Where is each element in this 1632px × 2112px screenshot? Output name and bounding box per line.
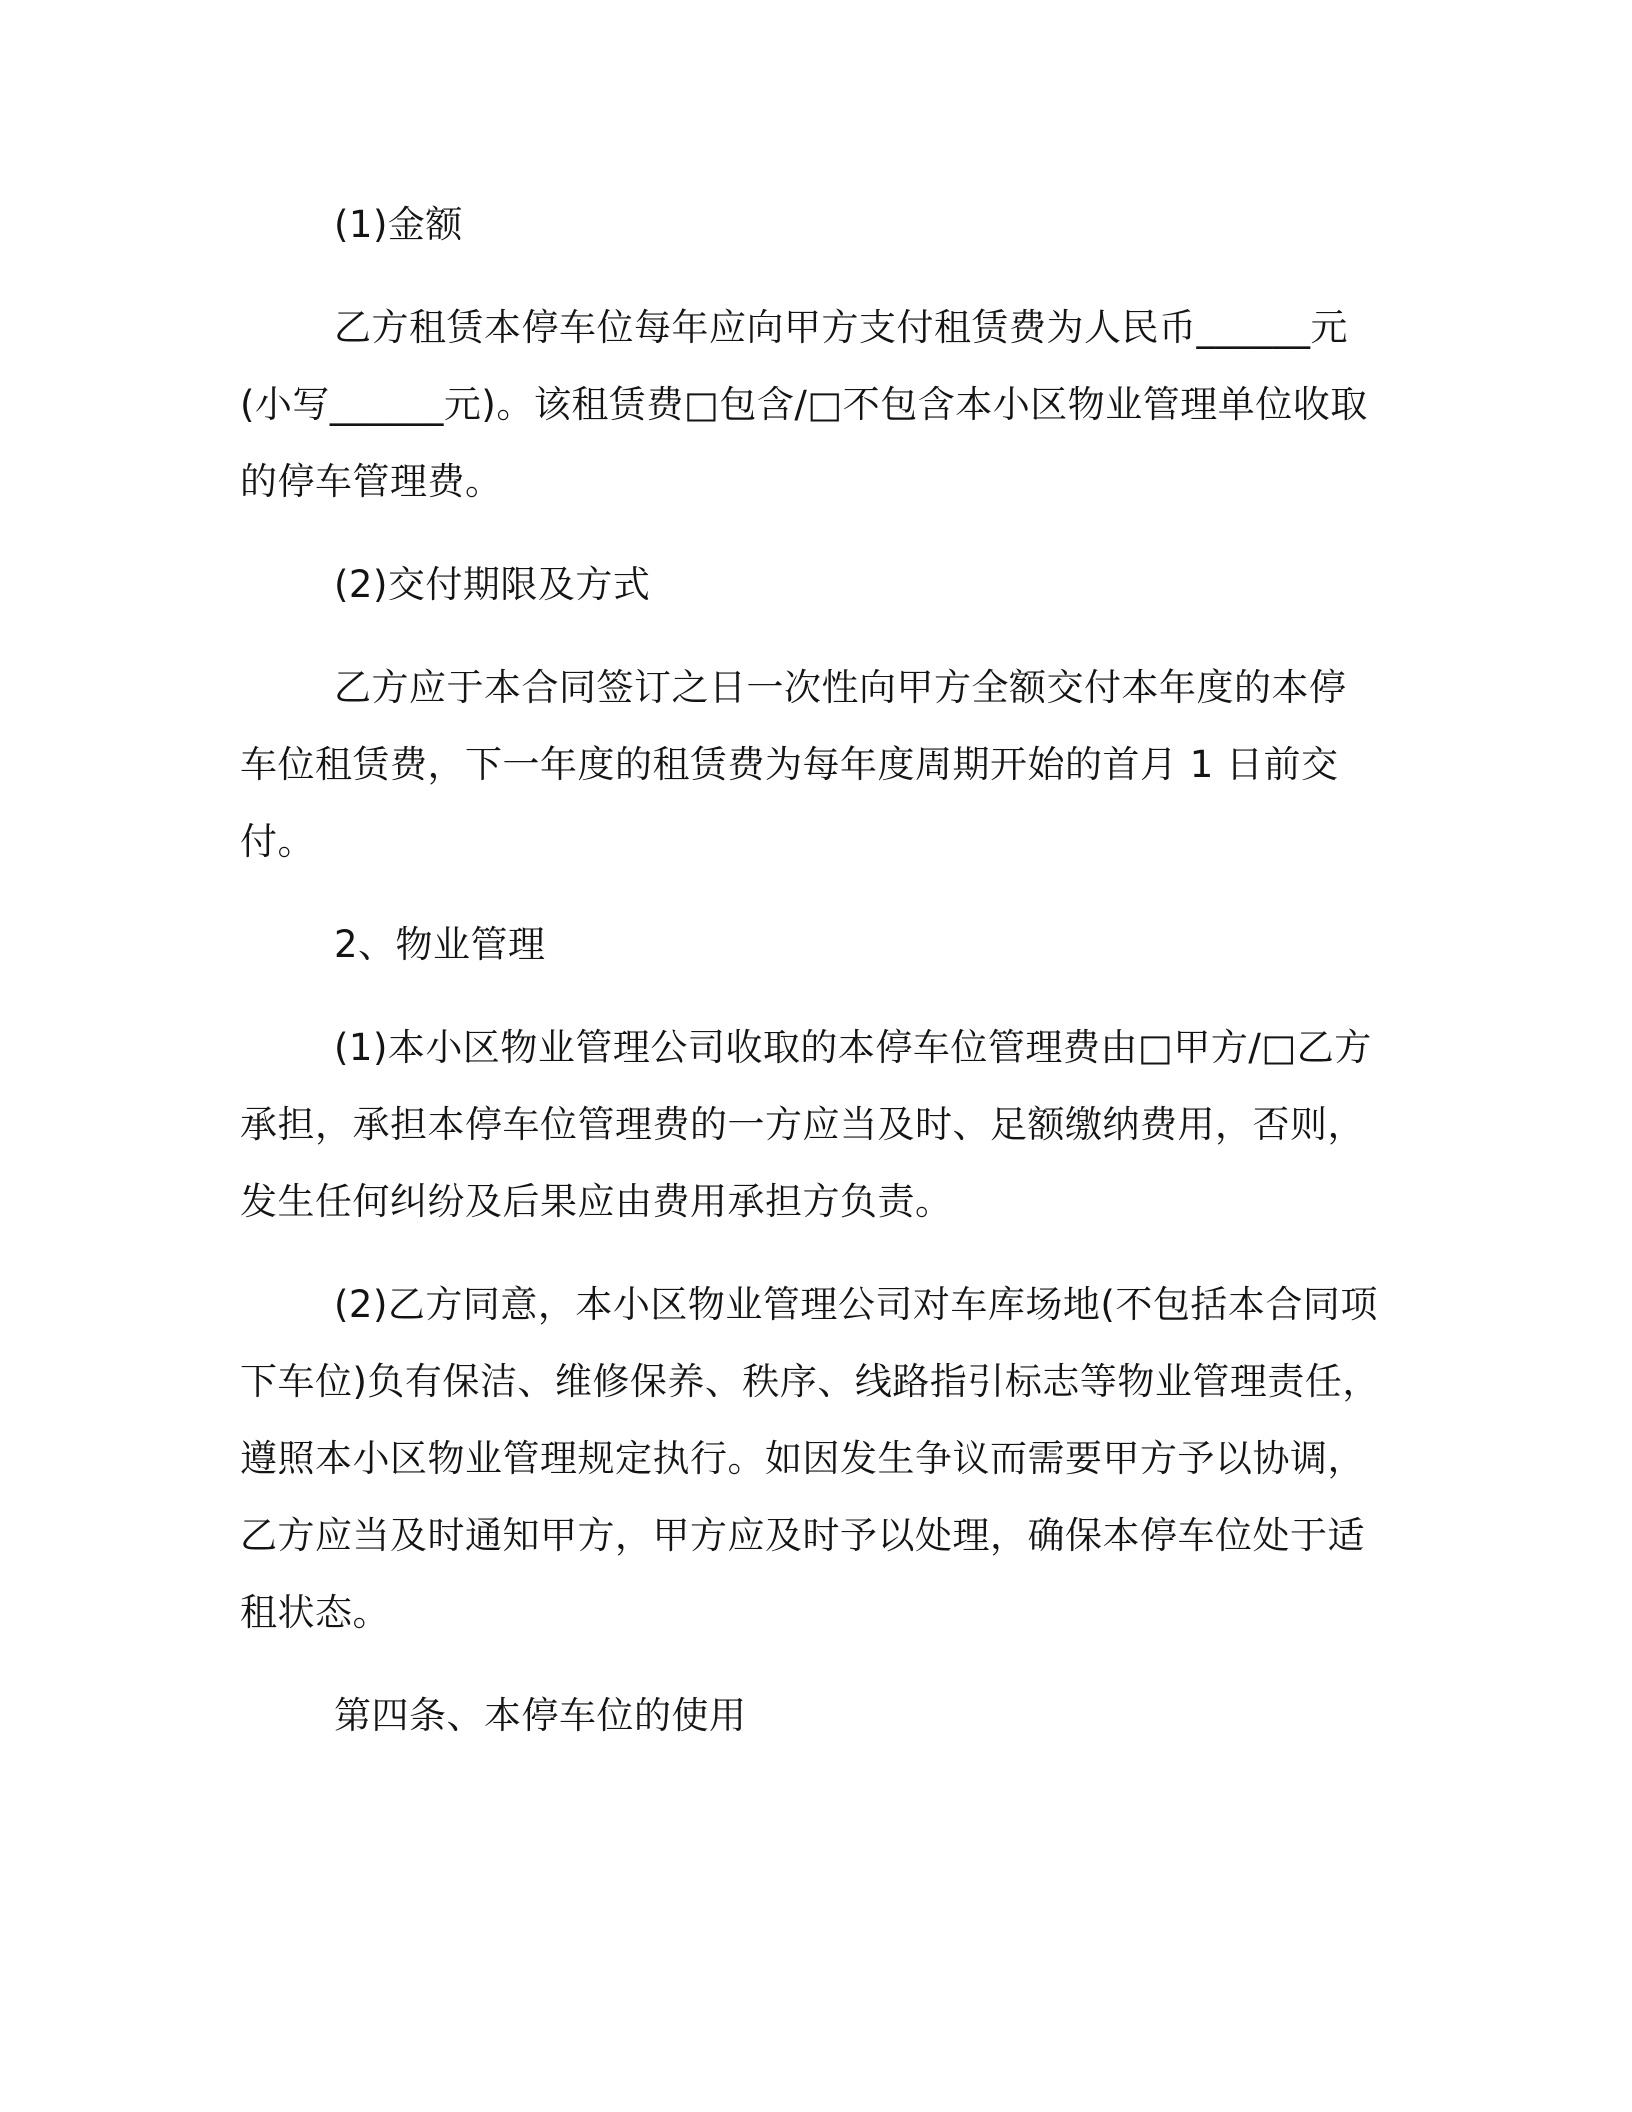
- article-heading-usage: 第四条、本停车位的使用: [334, 1694, 747, 1737]
- document-body: [240, 186, 1380, 1780]
- section-heading-property-management: 2、物业管理: [334, 923, 546, 966]
- paragraph-rent-amount: 乙方租赁本停车位每年应向甲方支付租赁费为人民币______元(小写______元)。该租赁费□包含/□不包含本小区物业管理单位收取的停车管理费。: [240, 306, 1368, 503]
- paragraph-management-fee: (1)本小区物业管理公司收取的本停车位管理费由□甲方/□乙方承担，承担本停车位管理费的一方应当及时、足额缴纳费用，否则，发生任何纠纷及后果应由费用承担方负责。: [240, 1026, 1372, 1223]
- section-heading-amount: (1)金额: [334, 203, 463, 246]
- paragraph-management-responsibility: (2)乙方同意，本小区物业管理公司对车库场地(不包括本合同项下车位)负有保洁、维修保养、秩序、线路指引标志等物业管理责任，遵照本小区物业管理规定执行。如因发生争议而需要甲方予以协调，乙方应当及时通知甲方，甲方应及时予以处理，确保本停车位处于适租状态。: [240, 1283, 1380, 1634]
- section-heading-payment-terms: (2)交付期限及方式: [334, 563, 651, 606]
- paragraph-payment-terms: 乙方应于本合同签订之日一次性向甲方全额交付本年度的本停车位租赁费，下一年度的租赁费为每年度周期开始的首月 1 日前交付。: [240, 666, 1347, 863]
